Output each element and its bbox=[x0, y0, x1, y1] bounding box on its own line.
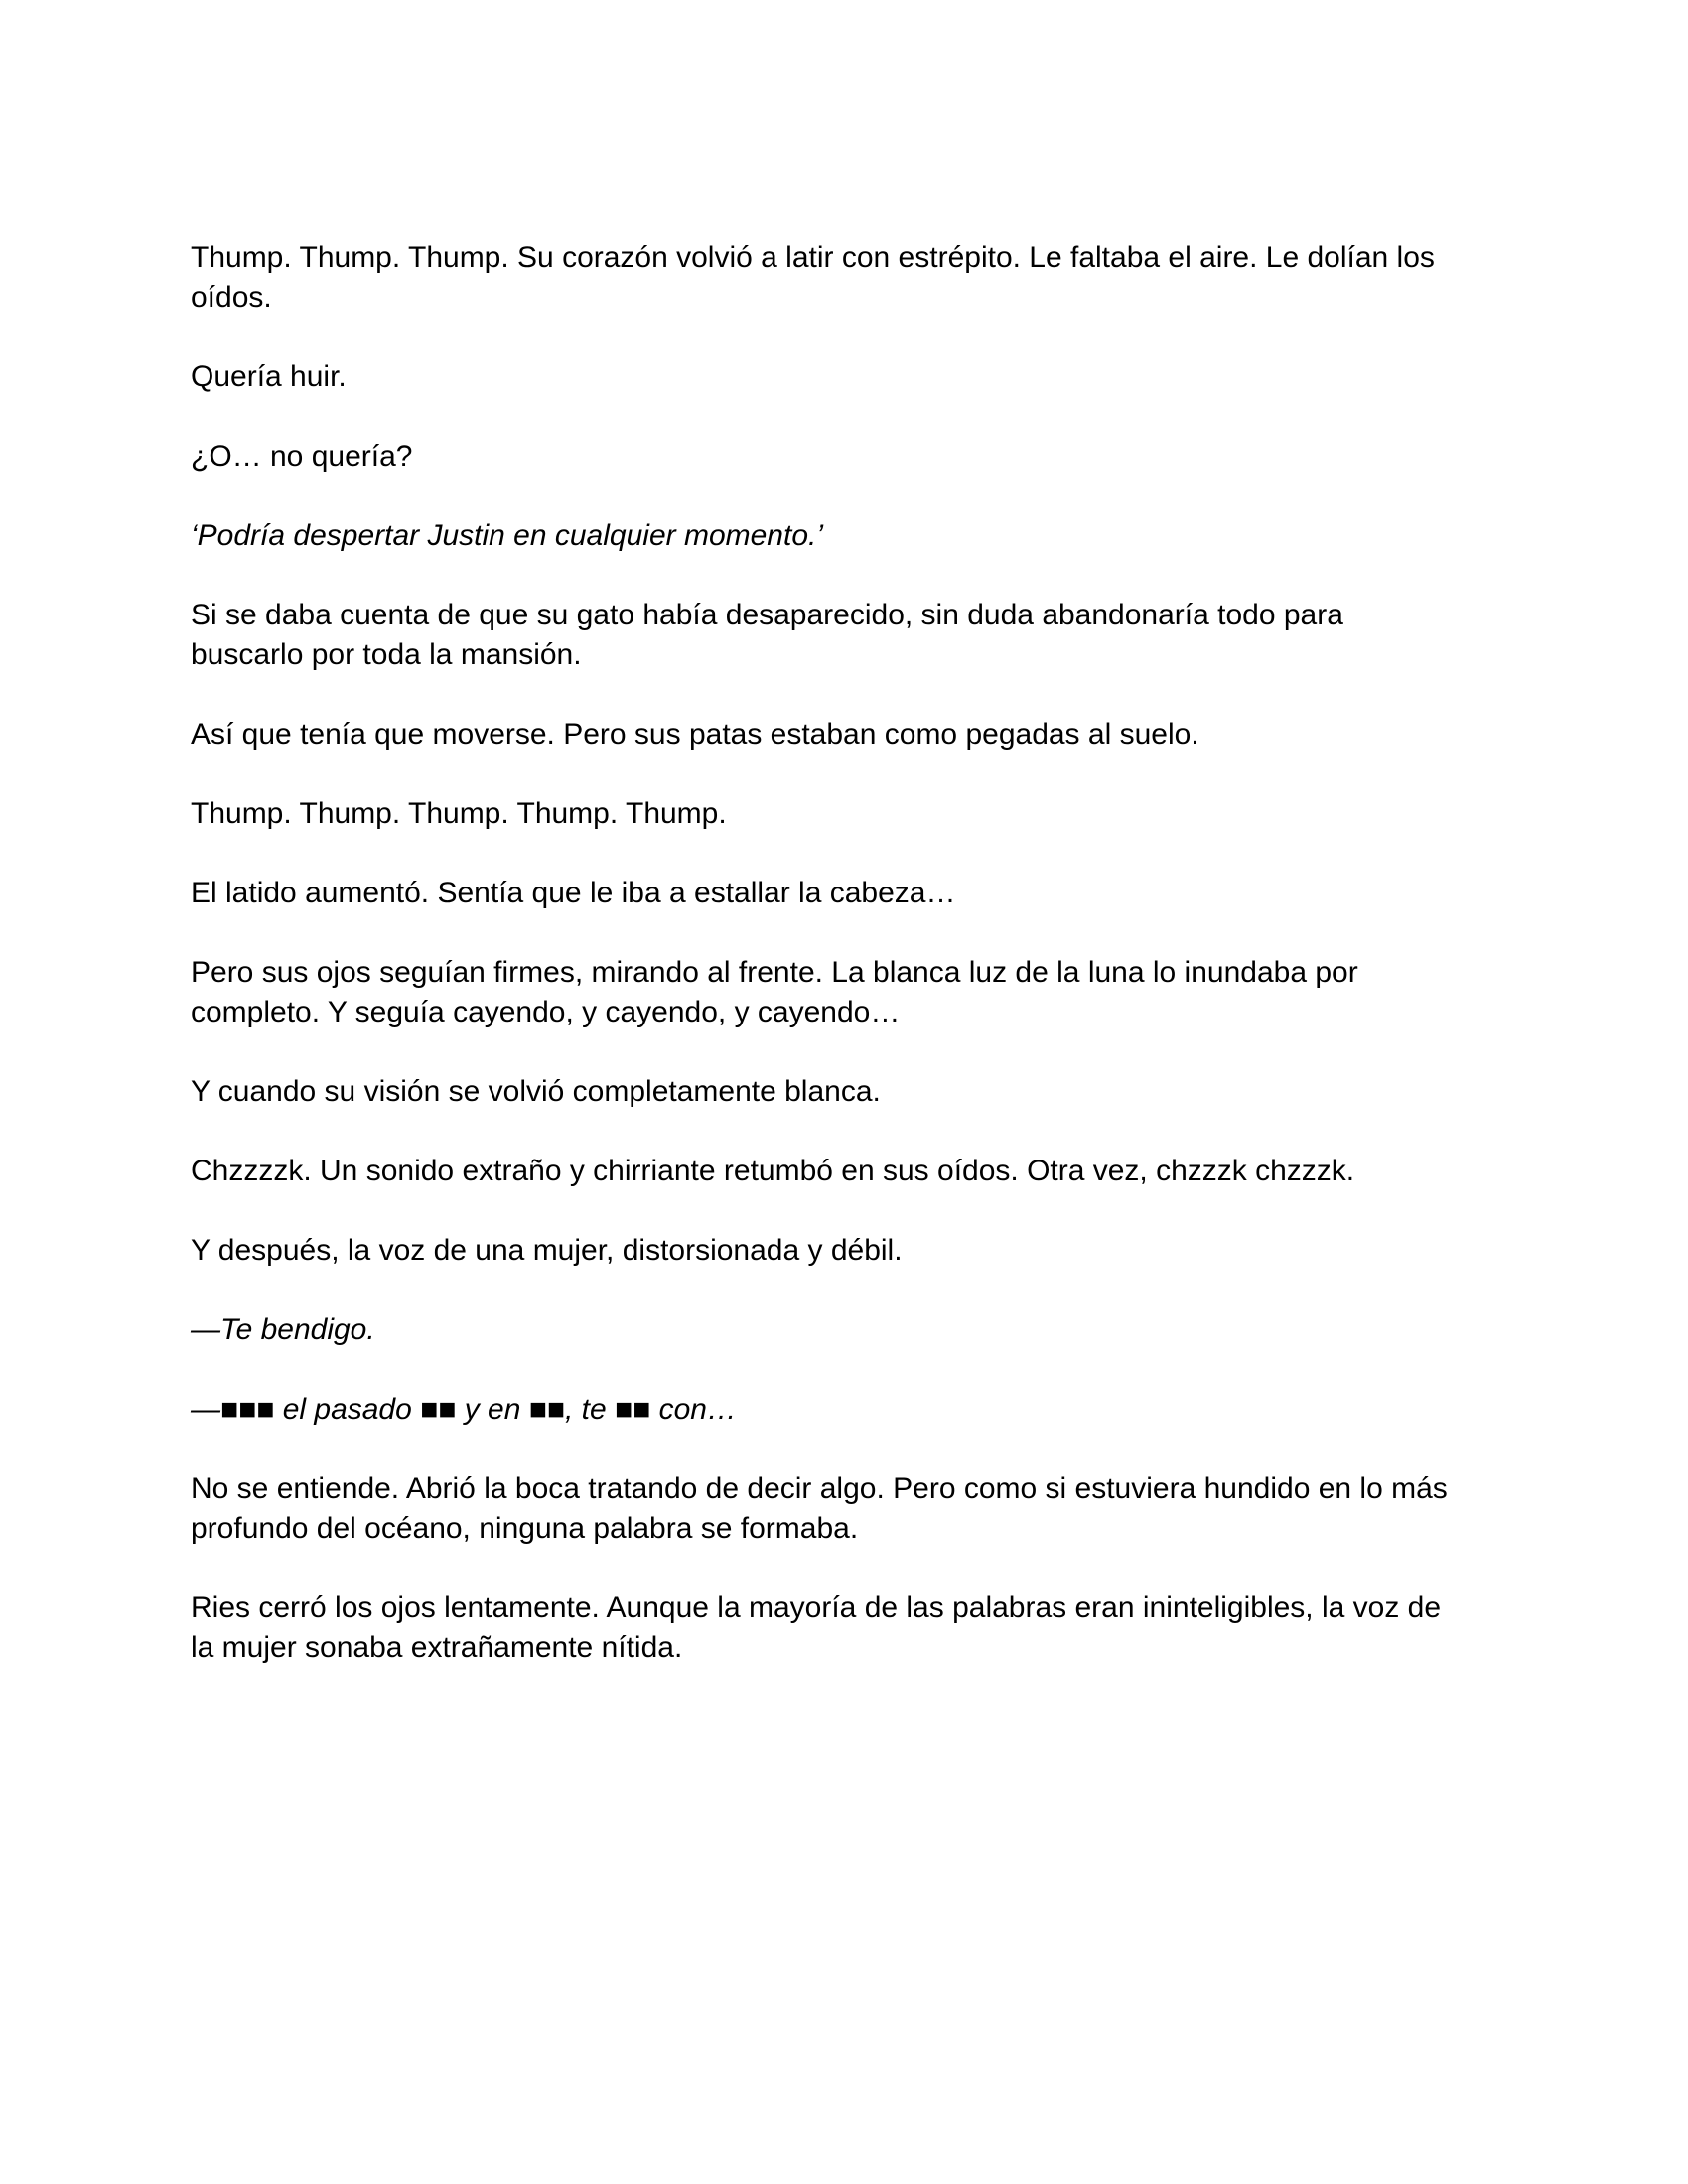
paragraph bbox=[191, 953, 1511, 1032]
text-line: completo. Y seguía cayendo, y cayendo, y cayendo… bbox=[191, 996, 901, 1028]
paragraph bbox=[191, 238, 1511, 318]
text-line: Chzzzzk. Un sonido extraño y chirriante retumbó en sus oídos. Otra vez, chzzzk chzzzk. bbox=[191, 1155, 1355, 1187]
paragraph bbox=[191, 1588, 1511, 1668]
text-line: Thump. Thump. Thump. Thump. Thump. bbox=[191, 797, 727, 830]
text-line: la mujer sonaba extrañamente nítida. bbox=[191, 1631, 683, 1664]
document-body bbox=[191, 238, 1511, 1707]
text-line: buscarlo por toda la mansión. bbox=[191, 638, 582, 671]
paragraph-italic-dialogue-censored bbox=[191, 1390, 1511, 1430]
paragraph-italic-quote bbox=[191, 516, 1511, 556]
text-line: ¿O… no quería? bbox=[191, 440, 413, 473]
paragraph bbox=[191, 794, 1511, 834]
paragraph bbox=[191, 1152, 1511, 1191]
text-line: El latido aumentó. Sentía que le iba a estallar la cabeza… bbox=[191, 877, 956, 909]
text-line: No se entiende. Abrió la boca tratando de decir algo. Pero como si estuviera hundido en lo más bbox=[191, 1472, 1448, 1505]
text-line: Quería huir. bbox=[191, 360, 347, 393]
text-line: —Te bendigo. bbox=[191, 1313, 375, 1346]
text-line: Si se daba cuenta de que su gato había desaparecido, sin duda abandonaría todo para bbox=[191, 599, 1343, 631]
paragraph bbox=[191, 1231, 1511, 1271]
paragraph bbox=[191, 1072, 1511, 1112]
text-line: Ries cerró los ojos lentamente. Aunque la mayoría de las palabras eran ininteligibles, la voz de bbox=[191, 1591, 1442, 1624]
text-line: Y cuando su visión se volvió completamente blanca. bbox=[191, 1075, 881, 1108]
paragraph bbox=[191, 874, 1511, 913]
text-line: Así que tenía que moverse. Pero sus patas estaban como pegadas al suelo. bbox=[191, 718, 1199, 751]
text-line: ‘Podría despertar Justin en cualquier momento.’ bbox=[191, 519, 824, 552]
paragraph bbox=[191, 715, 1511, 754]
paragraph bbox=[191, 1469, 1511, 1549]
paragraph-italic-dialogue bbox=[191, 1310, 1511, 1350]
text-line: oídos. bbox=[191, 281, 272, 314]
paragraph bbox=[191, 596, 1511, 675]
text-line: —■■■ el pasado ■■ y en ■■, te ■■ con… bbox=[191, 1393, 737, 1426]
text-line: Thump. Thump. Thump. Su corazón volvió a latir con estrépito. Le faltaba el aire. Le dolían los bbox=[191, 241, 1435, 274]
text-line: Y después, la voz de una mujer, distorsionada y débil. bbox=[191, 1234, 903, 1267]
text-line: Pero sus ojos seguían firmes, mirando al frente. La blanca luz de la luna lo inundaba por bbox=[191, 956, 1358, 989]
text-line: profundo del océano, ninguna palabra se formaba. bbox=[191, 1512, 859, 1545]
paragraph bbox=[191, 357, 1511, 397]
paragraph bbox=[191, 437, 1511, 477]
